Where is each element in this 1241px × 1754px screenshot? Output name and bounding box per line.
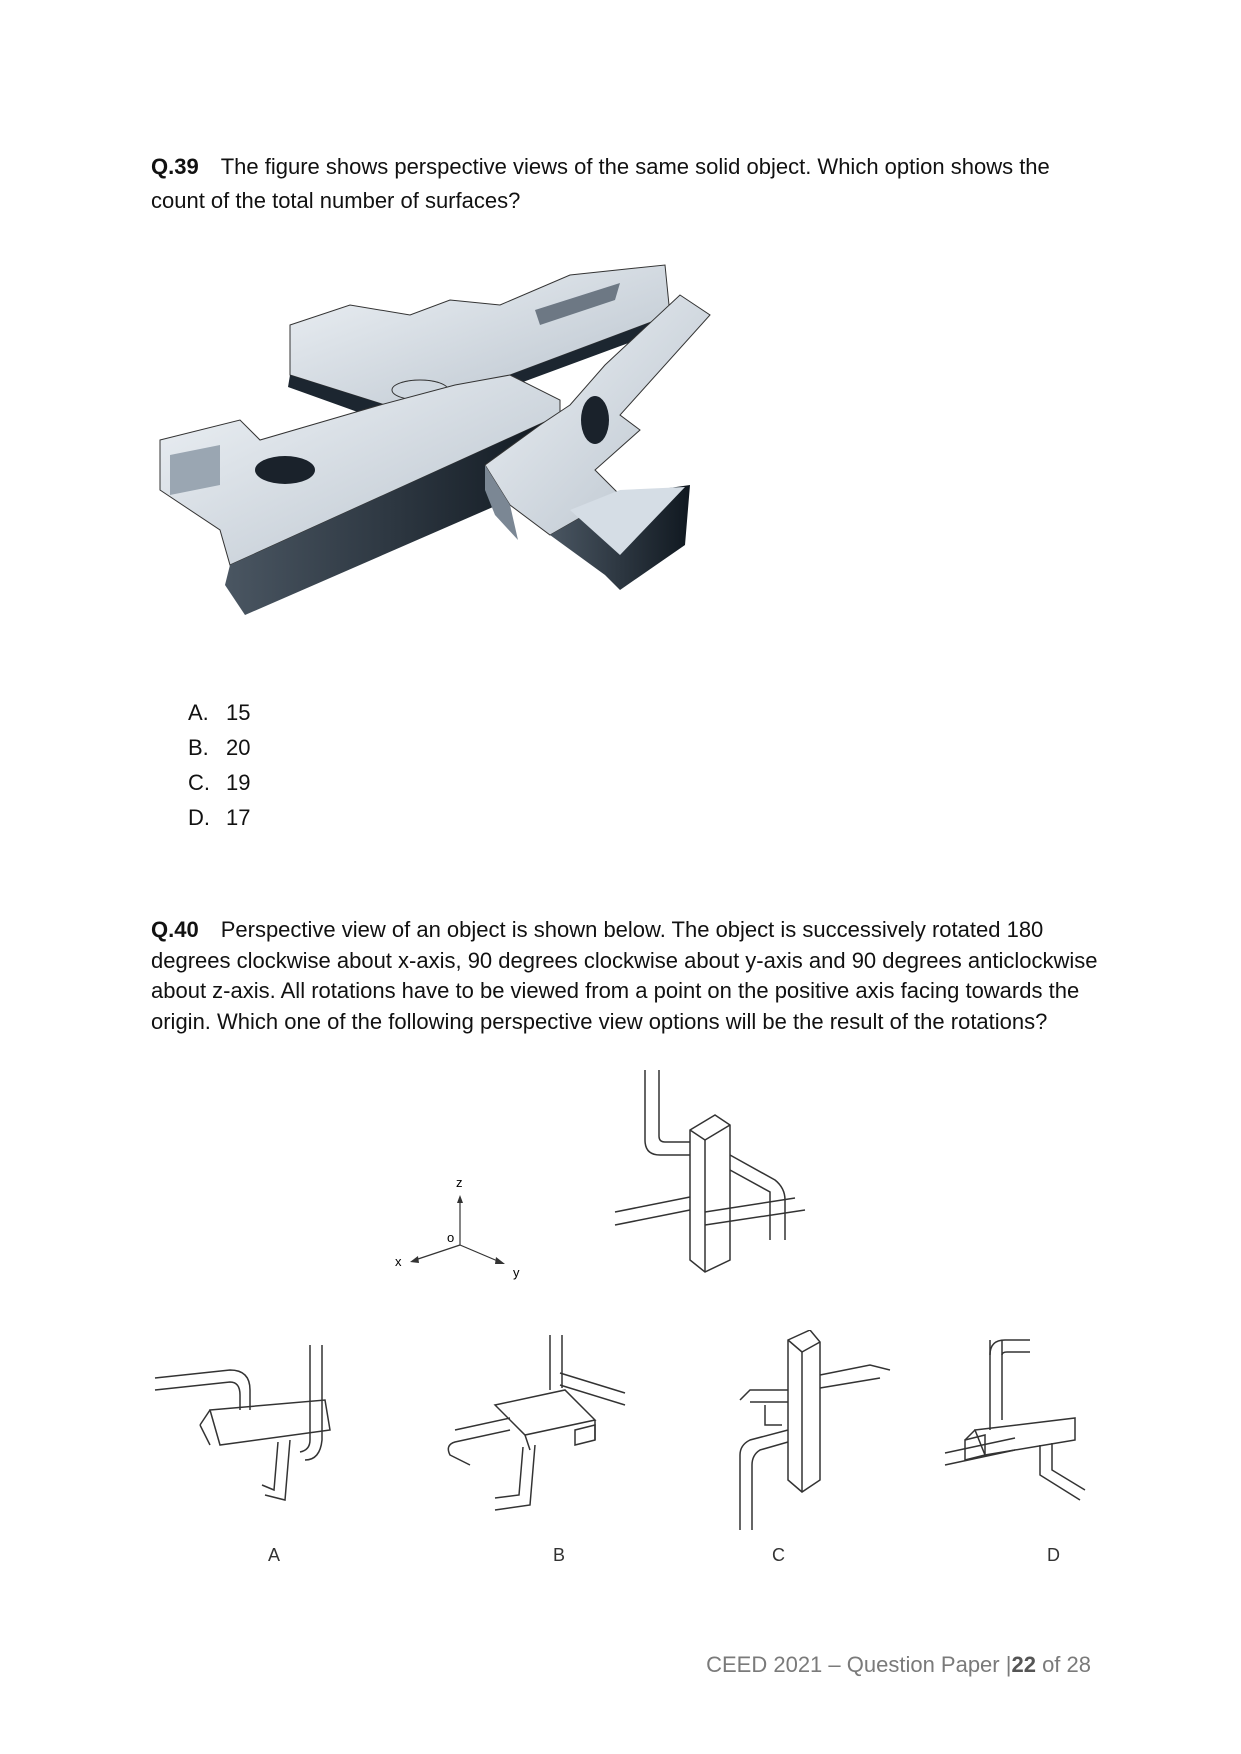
option-letter: B. [188, 735, 209, 760]
option-c[interactable] [188, 765, 250, 800]
axis-y-label: y [513, 1265, 520, 1280]
axes-diagram [385, 1165, 545, 1285]
option-c-figure [710, 1330, 910, 1530]
axis-origin-label: o [447, 1230, 455, 1245]
option-value: 15 [226, 700, 251, 725]
rotation-object-figure [595, 1060, 835, 1280]
footer-page-number: 22 [1011, 1652, 1036, 1677]
option-d-label: D [1047, 1545, 1060, 1565]
axis-x-label: x [395, 1254, 402, 1269]
page-footer [706, 1652, 1091, 1678]
question-39 [151, 150, 1101, 218]
option-value: 17 [226, 805, 251, 830]
option-value: 19 [226, 770, 251, 795]
question-text: Perspective view of an object is shown below. The object is successively rotated 180 degrees clockwise about x-axis, 90 degrees clockwise about y-axis and 90 degrees anticlockwise about z-axis. All rotations have to be viewed from a point on the positive axis facing towards the origin. Which one of the following perspective view options will be the result of the rotations? [151, 917, 1098, 1034]
option-a[interactable] [188, 695, 250, 730]
question-40 [151, 915, 1101, 1037]
option-letter: D. [188, 805, 210, 830]
option-letter: A. [188, 700, 209, 725]
option-d[interactable] [188, 800, 250, 835]
option-b-label: B [553, 1545, 566, 1565]
option-b-figure [435, 1330, 635, 1530]
option-b[interactable] [188, 730, 250, 765]
axis-z-label: z [456, 1175, 463, 1190]
option-a-label: A [268, 1545, 281, 1565]
option-a-figure [150, 1330, 350, 1530]
solid-object-figure [150, 255, 810, 665]
option-c-label: C [772, 1545, 785, 1565]
footer-suffix: of 28 [1042, 1652, 1091, 1677]
option-letter: C. [188, 770, 210, 795]
question-text: The figure shows perspective views of the same solid object. Which option shows the count of the total number of surfaces? [151, 154, 1050, 213]
option-value: 20 [226, 735, 251, 760]
q39-options [188, 695, 250, 835]
footer-prefix: CEED 2021 – Question Paper | [706, 1652, 1012, 1677]
question-number: Q.39 [151, 154, 199, 179]
option-d-figure [935, 1330, 1135, 1530]
question-number: Q.40 [151, 917, 199, 942]
